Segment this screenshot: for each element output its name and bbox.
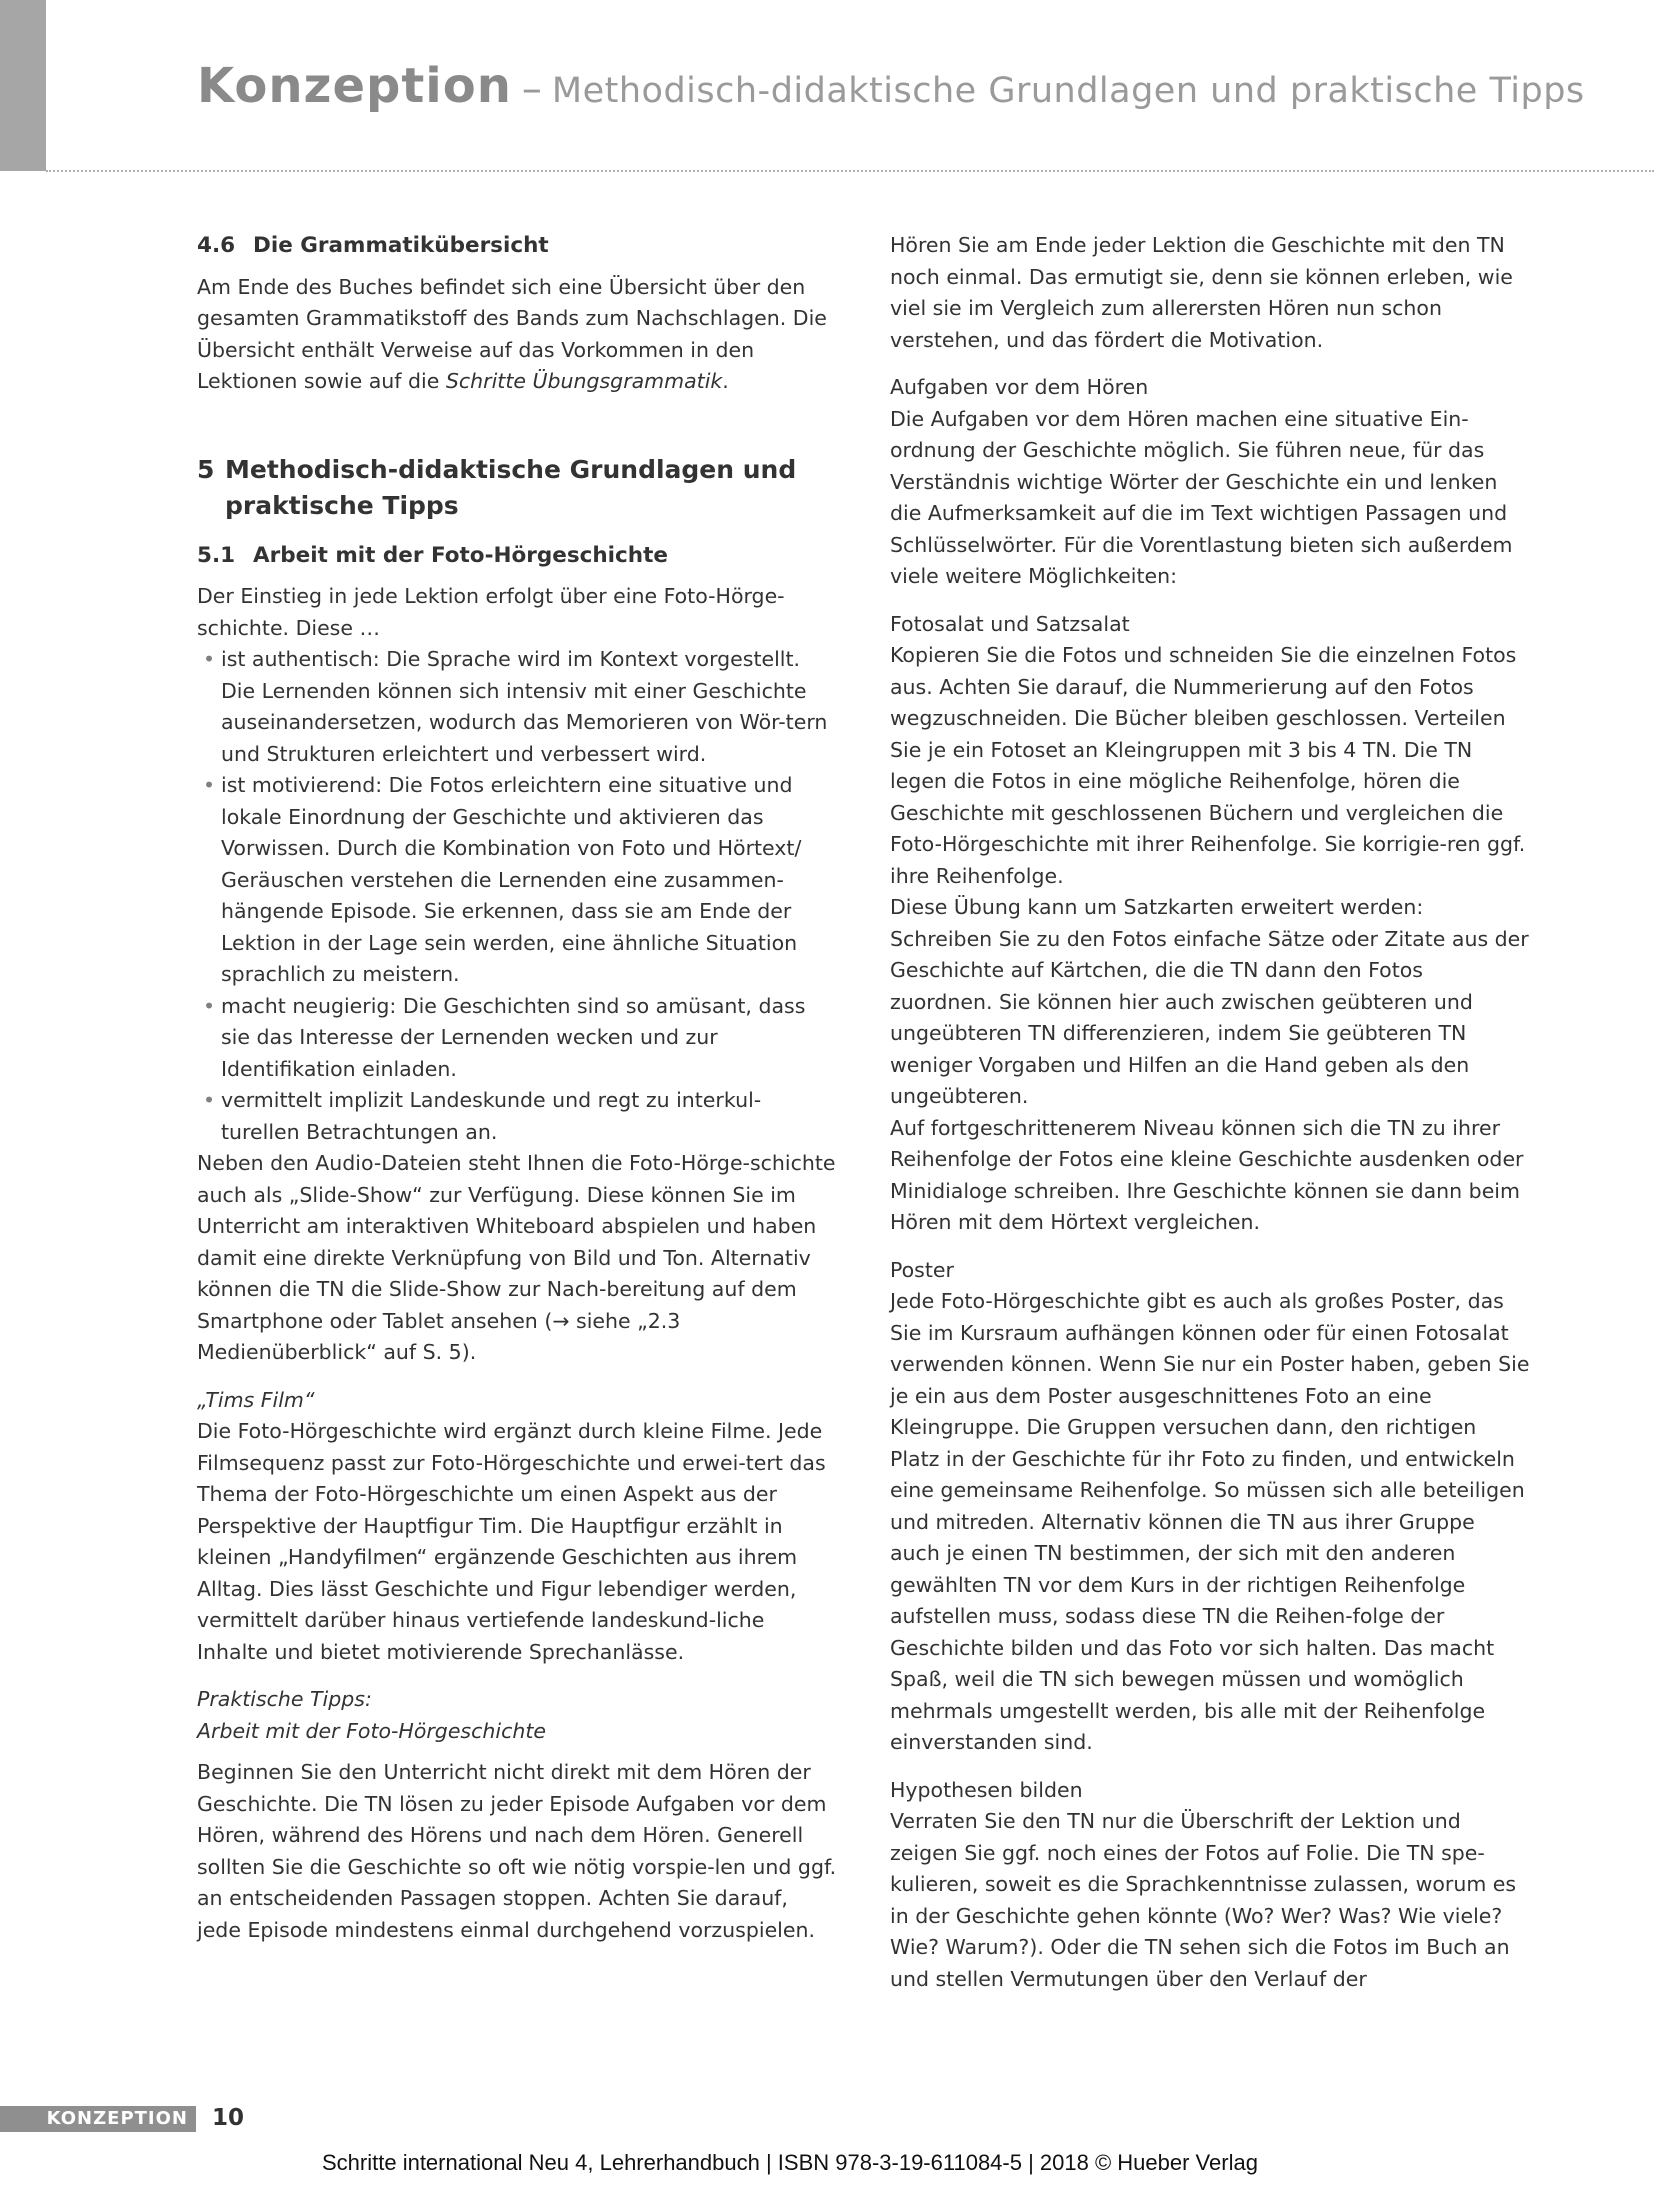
right-top-paragraph: Hören Sie am Ende jeder Lektion die Geschichte mit den TN noch einmal. Das ermutigt sie, denn sie können erleben, wie viel sie im Vergleich zum allerersten Hören nun schon verstehen, und das fördert die Motivation. [890, 233, 1513, 352]
header-dash: – [521, 66, 542, 112]
tips-body: Beginnen Sie den Unterricht nicht direkt mit dem Hören der Geschichte. Die TN lösen zu jeder Episode Aufgaben vor dem Hören, während des Hörens und nach dem Hören. Generell sollten Sie die Geschichte so oft wie nötig vorspie-len und ggf. an entscheidenden Passagen stoppen. Achten Sie darauf, jede Episode mindestens einmal durchgehend vorzuspielen. [197, 1760, 837, 1942]
fotosalat-paragraph: Diese Übung kann um Satzkarten erweitert werden: Schreiben Sie zu den Fotos einfache Sätze oder Zitate aus der Geschichte auf Kärtchen, die die TN dann den Fotos zuordnen. Sie können hier auch zwischen geübteren und ungeübteren TN differenzieren, indem Sie geübteren TN weniger Vorgaben und Hilfen an die Hand geben als den ungeübteren. [890, 895, 1529, 1108]
hypothesen-body: Verraten Sie den TN nur die Überschrift der Lektion und zeigen Sie ggf. noch eines der Fotos auf Folie. Die TN spe-kulieren, soweit es die Sprachkenntnisse zulassen, worum es in der Geschichte gehen könnte (Wo? Wer? Was? Wie viele? Wie? Warum?). Oder die TN sehen sich die Fotos im Buch an und stellen Vermutungen über den Verlauf der [890, 1809, 1517, 1991]
poster-heading: Poster [890, 1257, 954, 1282]
tips-heading-line1: Praktische Tipps: [197, 1687, 372, 1711]
bullet-icon: • [203, 1088, 216, 1112]
list-item [197, 991, 837, 1086]
bullet-icon: • [203, 647, 216, 671]
page-header [197, 58, 1585, 114]
copyright-line: Schritte international Neu 4, Lehrerhandbuch | ISBN 978-3-19-611084-5 | 2018 © Hueber Verlag [322, 2150, 1258, 2175]
header-side-bar [0, 0, 46, 171]
tims-film-body: Die Foto-Hörgeschichte wird ergänzt durch kleine Filme. Jede Filmsequenz passt zur Foto-Hörgeschichte und erwei-tert das Thema der Foto-Hörgeschichte um einen Aspekt aus der Perspektive der Hauptfigur Tim. Die Hauptfigur erzählt in kleinen „Handyfilmen“ ergänzende Geschichten aus ihrem Alltag. Dies lässt Geschichte und Figur lebendiger werden, vermittelt darüber hinaus vertiefende landeskund-liche Inhalte und bietet motivierende Sprechanlässe. [197, 1419, 826, 1664]
section-4-6-body [197, 272, 837, 398]
chapter-5-heading [197, 452, 837, 524]
bullet-icon: • [203, 773, 216, 797]
section-5-1-intro: Der Einstieg in jede Lektion erfolgt über eine Foto-Hörge-schichte. Diese … [197, 584, 785, 640]
chapter-number: 5 [197, 454, 215, 484]
section-4-6-heading [197, 230, 837, 262]
section-number: 4.6 [197, 233, 236, 258]
footer-badge [0, 2106, 196, 2132]
tips-heading-line2: Arbeit mit der Foto-Hörgeschichte [197, 1718, 546, 1743]
list-item-text: vermittelt implizit Landeskunde und regt zu interkul-turellen Betrachtungen an. [221, 1088, 762, 1144]
bullet-icon: • [203, 993, 216, 1018]
fotosalat-paragraph: Kopieren Sie die Fotos und schneiden Sie die einzelnen Fotos aus. Achten Sie darauf, die Nummerierung auf den Fotos wegzuschneiden. Die Bücher bleiben geschlossen. Verteilen Sie je ein Fotoset an Kleingruppen mit 3 bis 4 TN. Die TN legen die Fotos in eine mögliche Reihenfolge, hören die Geschichte mit geschlossenen Büchern und vergleichen die Foto-Hörgeschichte mit ihrer Reihenfolge. Sie korrigie-ren ggf. ihre Reihenfolge. [890, 643, 1526, 888]
hypothesen-heading: Hypothesen bilden [890, 1777, 1083, 1802]
footer-badge-label: KONZEPTION [46, 2108, 188, 2129]
list-item [197, 1085, 837, 1148]
section-title: Die Grammatikübersicht [253, 233, 549, 258]
poster-body: Jede Foto-Hörgeschichte gibt es auch als großes Poster, das Sie im Kursraum aufhängen können oder für einen Fotosalat verwenden können. Wenn Sie nur ein Poster haben, geben Sie je ein aus dem Poster ausgeschnittenes Foto an eine Kleingruppe. Die Gruppen versuchen dann, den richtigen Platz in der Geschichte für ihr Foto zu finden, und entwickeln eine gemeinsame Reihenfolge. So müssen sich alle beteiligen und mitreden. Alternativ können die TN aus ihrer Gruppe auch je einen TN bestimmen, der sich mit den anderen gewählten TN vor dem Kurs in der richtigen Reihenfolge aufstellen muss, sodass diese TN die Reihen-folge der Geschichte bilden und das Foto vor sich halten. Das macht Spaß, weil die TN sich bewegen müssen und womöglich mehrmals umgestellt werden, bis alle mit der Reihenfolge einverstanden sind. [890, 1289, 1530, 1754]
list-item [197, 770, 837, 991]
header-title: Konzeption [197, 58, 512, 114]
aufgaben-heading: Aufgaben vor dem Hören [890, 375, 1149, 399]
section-5-1-heading [197, 540, 837, 572]
bullet-list [197, 644, 837, 1148]
list-item-text: macht neugierig: Die Geschichten sind so amüsant, dass sie das Interesse der Lernenden wecken und zur Identifikation einladen. [221, 993, 806, 1081]
list-item-text: ist motivierend: Die Fotos erleichtern eine situative und lokale Einordnung der Geschichte und aktivieren das Vorwissen. Durch die Kombination von Foto und Hörtext/ Geräuschen verstehen die Lernenden eine zusammen-hängende Episode. Sie erkennen, dass sie am Ende der Lektion in der Lage sein werden, eine ähnliche Situation sprachlich zu meistern. [221, 773, 802, 986]
body-italic: Schritte Übungsgrammatik [445, 369, 723, 393]
page-number: 10 [212, 2105, 245, 2131]
body-text: Am Ende des Buches befindet sich eine Übersicht über den gesamten Grammatikstoff des Bands zum Nachschlagen. Die Übersicht enthält Verweise auf das Vorkommen in den Lektionen sowie auf die [197, 274, 827, 393]
section-5-1-after: Neben den Audio-Dateien steht Ihnen die Foto-Hörge-schichte auch als „Slide-Show“ zur Verfügung. Diese können Sie im Unterricht am interaktiven Whiteboard abspielen und haben damit eine direkte Verknüpfung von Bild und Ton. Alternativ können die TN die Slide-Show zur Nach-bereitung auf dem Smartphone oder Tablet ansehen (→ siehe „2.3 Medienüberblick“ auf S. 5). [197, 1151, 836, 1364]
list-item [197, 644, 837, 770]
section-title: Arbeit mit der Foto-Hörgeschichte [253, 542, 668, 568]
body-text-end: . [722, 369, 729, 393]
header-divider [46, 170, 1654, 172]
left-column [197, 230, 837, 1946]
fotosalat-paragraph: Auf fortgeschrittenerem Niveau können sich die TN zu ihrer Reihenfolge der Fotos eine kleine Geschichte ausdenken oder Minidialoge schreiben. Ihre Geschichte können sie dann beim Hören mit dem Hörtext vergleichen. [890, 1115, 1524, 1234]
header-subtitle: Methodisch-didaktische Grundlagen und praktische Tipps [551, 71, 1585, 111]
tims-film-heading: „Tims Film“ [197, 1387, 315, 1412]
fotosalat-heading: Fotosalat und Satzsalat [890, 611, 1130, 636]
chapter-title: Methodisch-didaktische Grundlagen und praktische Tipps [225, 454, 797, 520]
aufgaben-body: Die Aufgaben vor dem Hören machen eine situative Ein-ordnung der Geschichte möglich. Sie führen neue, für das Verständnis wichtige Wörter der Geschichte ein und lenken die Aufmerksamkeit auf die im Text wichtigen Passagen und Schlüsselwörter. Für die Vorentlastung bieten sich außerdem viele weitere Möglichkeiten: [890, 406, 1513, 588]
section-number: 5.1 [197, 542, 236, 568]
right-column [890, 230, 1530, 1995]
list-item-text: ist authentisch: Die Sprache wird im Kontext vorgestellt. Die Lernenden können sich intensiv mit einer Geschichte auseinandersetzen, wodurch das Memorieren von Wör-tern und Strukturen erleichtert und verbessert wird. [221, 647, 828, 766]
